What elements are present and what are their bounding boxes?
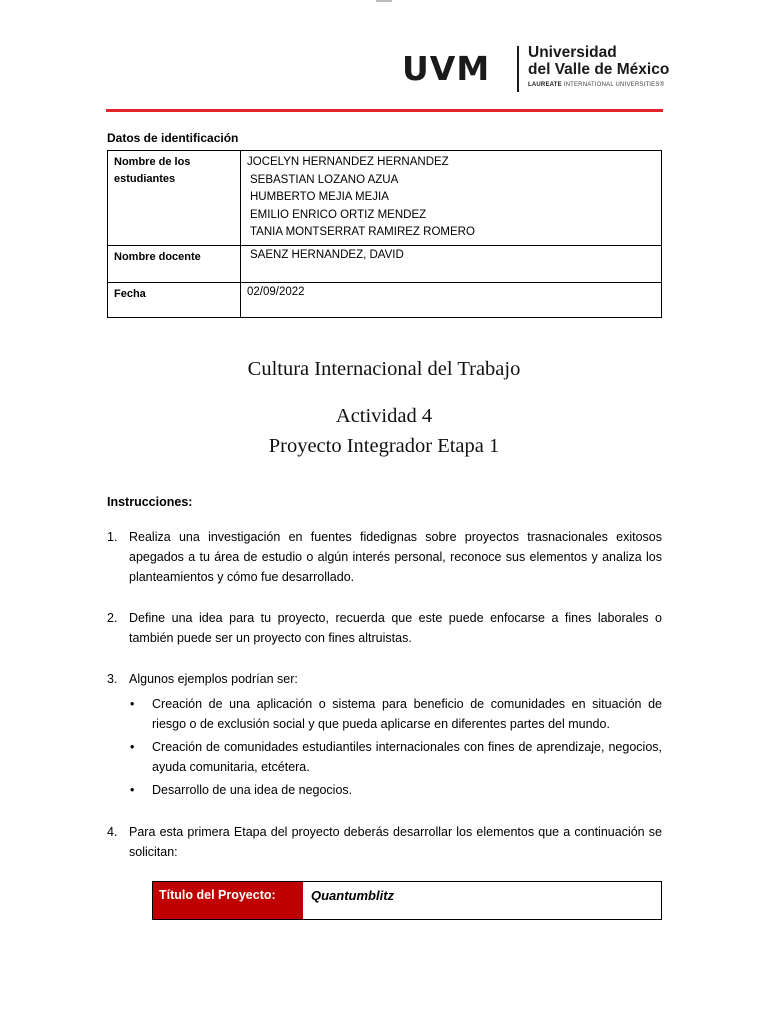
project-title-label: Título del Proyecto: — [153, 882, 303, 919]
bullet-text: Creación de una aplicación o sistema para beneficio de comunidades en situación de riesgo o de exclusión social y que pueda aplicarse en diferentes partes del mundo. — [152, 697, 662, 731]
top-mark — [376, 0, 392, 2]
instruction-item — [107, 527, 662, 587]
instruction-item — [107, 669, 662, 689]
header-divider — [106, 109, 663, 112]
instruction-item — [107, 822, 662, 862]
logo-tagline-rest: INTERNATIONAL UNIVERSITIES® — [563, 82, 665, 88]
student-name: EMILIO ENRICO ORTIZ MENDEZ — [250, 208, 427, 221]
student-name: SEBASTIAN LOZANO AZUA — [250, 173, 399, 186]
example-bullet — [130, 737, 662, 777]
bullet-text: Desarrollo de una idea de negocios. — [152, 783, 353, 797]
students-label: Nombre de los estudiantes — [108, 151, 241, 246]
instructions-title: Instrucciones: — [107, 495, 193, 509]
item-number: 3. — [107, 672, 118, 686]
teacher-name — [241, 245, 662, 282]
item-text: Realiza una investigación en fuentes fidedignas sobre proyectos trasnacionales exitosos apegados a tu área de estudio o algún interés personal, reconoce sus elementos y analiza los planteamientos y cómo fue desarrollado. — [129, 530, 662, 584]
item-number: 1. — [107, 530, 118, 544]
logo-mark: UVM — [402, 49, 491, 88]
instruction-item — [107, 608, 662, 648]
project-title-value: Quantumblitz — [311, 888, 395, 903]
course-title: Cultura Internacional del Trabajo — [247, 358, 521, 380]
student-name: JOCELYN HERNANDEZ HERNANDEZ — [247, 156, 449, 168]
bullet-dot: • — [130, 783, 135, 797]
student-name: TANIA MONTSERRAT RAMIREZ ROMERO — [250, 226, 475, 238]
item-text: Algunos ejemplos podrían ser: — [129, 672, 298, 686]
teacher-value: SAENZ HERNANDEZ, DAVID — [250, 248, 404, 261]
example-bullet — [130, 780, 662, 800]
student-name: HUMBERTO MEJIA MEJIA — [250, 191, 389, 203]
logo-name-line2: del Valle de México — [528, 61, 670, 78]
logo-tagline-bold: LAUREATE — [528, 82, 562, 88]
date-value: 02/09/2022 — [241, 282, 662, 317]
logo-divider — [517, 46, 519, 92]
teacher-row — [108, 245, 662, 282]
activity-title: Actividad 4 — [335, 405, 433, 427]
identification-table — [107, 150, 662, 318]
item-number: 4. — [107, 825, 118, 839]
project-title-table — [152, 881, 662, 920]
students-row — [108, 151, 662, 246]
item-number: 2. — [107, 611, 118, 625]
date-row — [108, 282, 662, 317]
bullet-dot: • — [130, 697, 135, 711]
project-stage-title: Proyecto Integrador Etapa 1 — [268, 435, 500, 457]
logo-tagline — [528, 82, 664, 88]
teacher-label: Nombre docente — [108, 245, 241, 282]
bullet-text: Creación de comunidades estudiantiles internacionales con fines de aprendizaje, negocios, ayuda comunitaria, etcétera. — [152, 740, 662, 774]
item-text: Para esta primera Etapa del proyecto deberás desarrollar los elementos que a continuación se solicitan: — [129, 825, 662, 859]
students-list — [241, 151, 662, 246]
date-label: Fecha — [108, 282, 241, 317]
example-bullet — [130, 694, 662, 734]
item-text: Define una idea para tu proyecto, recuerda que este puede enfocarse a fines laborales o también puede ser un proyecto con fines altruistas. — [129, 611, 662, 645]
bullet-dot: • — [130, 740, 135, 754]
logo-name-line1: Universidad — [528, 44, 617, 61]
identification-title: Datos de identificación — [107, 131, 239, 145]
